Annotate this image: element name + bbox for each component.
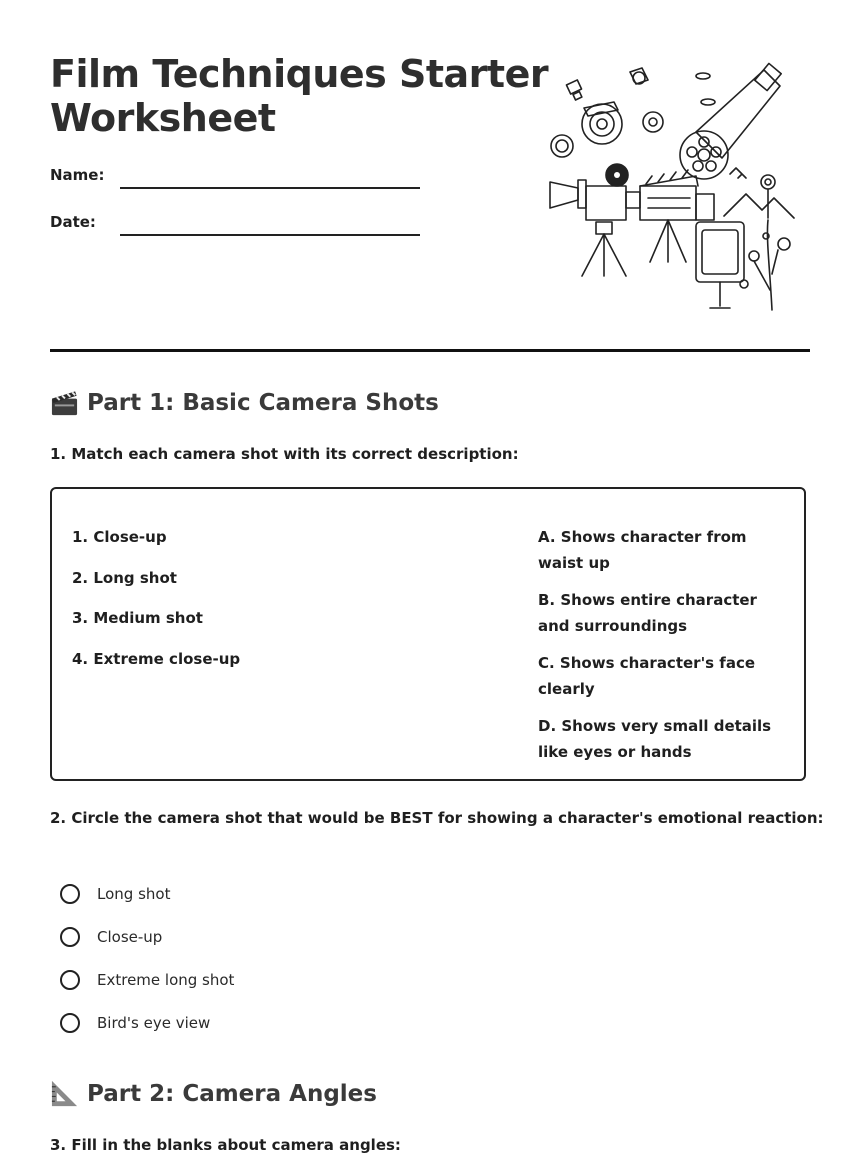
title-line-1: Film Techniques Starter — [50, 52, 549, 96]
option-birds-eye-view[interactable] — [60, 1001, 234, 1044]
description-item: C. Shows character's face clearly — [538, 654, 756, 698]
question-2: 2. Circle the camera shot that would be BEST for showing a character's emotional reaction: — [50, 809, 824, 827]
option-label: Close-up — [97, 927, 163, 946]
option-circle[interactable] — [60, 1013, 80, 1033]
clapperboard-icon — [50, 388, 79, 417]
film-camera-illustration-icon — [546, 60, 806, 315]
shot-item: 2. Long shot — [72, 568, 177, 587]
option-label: Extreme long shot — [97, 970, 235, 989]
worksheet-title — [50, 52, 548, 140]
part1-heading — [50, 388, 439, 417]
name-field[interactable] — [50, 166, 430, 196]
date-field[interactable] — [50, 213, 430, 243]
title-line-2: Worksheet — [50, 96, 276, 140]
shot-item: 1. Close-up — [72, 528, 167, 546]
description-item: A. Shows character from waist up — [538, 528, 747, 572]
shot-item: 4. Extreme close-up — [72, 649, 241, 668]
question-3: 3. Fill in the blanks about camera angles: — [50, 1136, 401, 1154]
option-close-up[interactable] — [60, 915, 234, 958]
option-circle[interactable] — [60, 884, 80, 904]
option-extreme-long-shot[interactable] — [60, 958, 234, 1001]
shots-column — [72, 527, 240, 689]
date-input-line[interactable] — [120, 234, 420, 236]
option-circle[interactable] — [60, 970, 80, 990]
option-long-shot[interactable] — [60, 872, 234, 915]
part2-title: Part 2: Camera Angles — [87, 1080, 377, 1107]
date-label: Date: — [50, 213, 96, 231]
name-label: Name: — [50, 166, 105, 184]
answer-options — [60, 872, 234, 1044]
descriptions-column — [538, 527, 788, 779]
shot-item: 3. Medium shot — [72, 609, 203, 627]
part2-heading — [50, 1079, 377, 1108]
option-circle[interactable] — [60, 927, 80, 947]
matching-box — [50, 487, 806, 781]
description-item: B. Shows entire character and surroundings — [538, 591, 757, 635]
question-1: 1. Match each camera shot with its correct description: — [50, 445, 519, 463]
header-divider — [50, 349, 810, 352]
name-input-line[interactable] — [120, 187, 420, 189]
part1-title: Part 1: Basic Camera Shots — [87, 389, 439, 416]
option-label: Long shot — [97, 884, 171, 903]
option-label: Bird's eye view — [97, 1013, 211, 1032]
triangular-ruler-icon — [50, 1079, 79, 1108]
description-item: D. Shows very small details like eyes or hands — [538, 717, 772, 761]
